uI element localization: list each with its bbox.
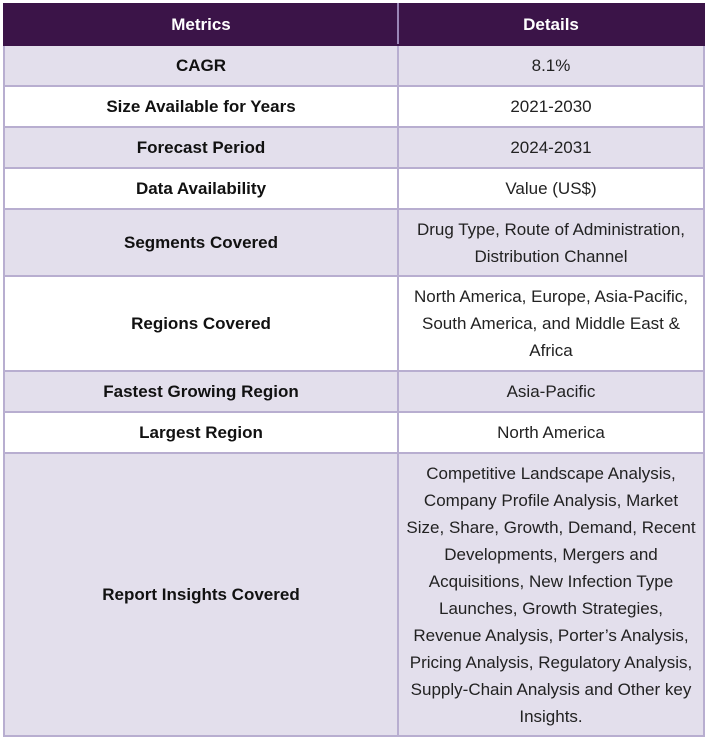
metric-cell: Regions Covered <box>4 276 398 371</box>
details-cell: Value (US$) <box>398 168 704 209</box>
metric-cell: Data Availability <box>4 168 398 209</box>
table-row <box>4 371 704 412</box>
report-metrics-table <box>3 3 705 737</box>
metric-cell: CAGR <box>4 45 398 86</box>
metric-cell: Forecast Period <box>4 127 398 168</box>
metric-cell: Fastest Growing Region <box>4 371 398 412</box>
table-header-row <box>4 4 704 45</box>
details-cell: Competitive Landscape Analysis, Company Profile Analysis, Market Size, Share, Growth, Demand, Recent Developments, Mergers and Acquisitions, New Infection Type Launches, Growth Strategies, Revenue Analysis, Porter’s Analysis, Pricing Analysis, Regulatory Analysis, Supply-Chain Analysis and Other key Insights. <box>398 453 704 736</box>
table-header <box>4 4 704 45</box>
column-header-metrics: Metrics <box>4 4 398 45</box>
table-body <box>4 45 704 736</box>
details-cell: Asia-Pacific <box>398 371 704 412</box>
details-cell: 2021-2030 <box>398 86 704 127</box>
table-row <box>4 209 704 276</box>
details-cell: North America, Europe, Asia-Pacific, South America, and Middle East & Africa <box>398 276 704 371</box>
column-header-details: Details <box>398 4 704 45</box>
metric-cell: Largest Region <box>4 412 398 453</box>
details-cell: 2024-2031 <box>398 127 704 168</box>
table-row <box>4 45 704 86</box>
table-row <box>4 453 704 736</box>
table-row <box>4 86 704 127</box>
table-row <box>4 168 704 209</box>
metric-cell: Size Available for Years <box>4 86 398 127</box>
report-metrics-table-container <box>3 3 703 737</box>
metric-cell: Report Insights Covered <box>4 453 398 736</box>
table-row <box>4 127 704 168</box>
details-cell: Drug Type, Route of Administration, Distribution Channel <box>398 209 704 276</box>
table-row <box>4 412 704 453</box>
details-cell: 8.1% <box>398 45 704 86</box>
table-row <box>4 276 704 371</box>
details-cell: North America <box>398 412 704 453</box>
metric-cell: Segments Covered <box>4 209 398 276</box>
